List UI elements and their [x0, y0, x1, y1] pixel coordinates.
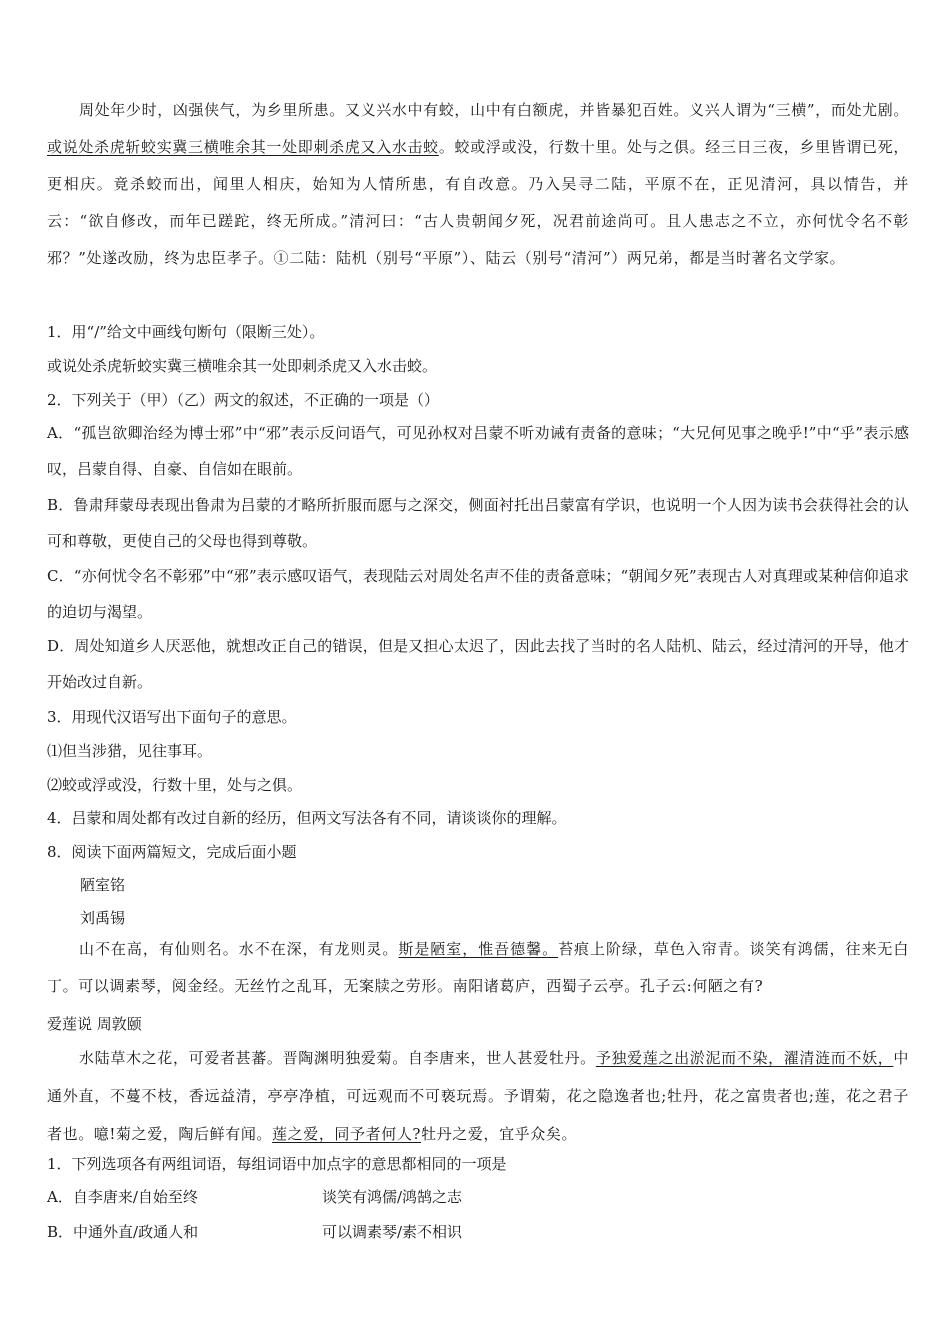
option-2a: A．“孤岂欲卿治经为博士邪”中“邪”表示反问语气，可见孙权对吕蒙不听劝诫有责备的意味；“大兄何见事之晚乎!”中“乎”表示感叹，吕蒙自得、自豪、自信如在眼前。	[47, 424, 909, 478]
passage-loushiming	[47, 931, 909, 1005]
footnote: ①二陆：陆机（别号“平原”）、陆云（别号“清河”）两兄弟，都是当时著名文学家。	[273, 249, 846, 267]
minor-option-a	[47, 1185, 909, 1209]
loushiming-text-1: 山不在高，有仙则名。水不在深，有龙则灵。	[79, 940, 399, 958]
loushiming-underlined: 斯是陋室，惟吾德馨。	[398, 940, 559, 958]
minor-option-b-part2: 可以调素琴/素不相识	[322, 1223, 463, 1241]
option-2c: C．“亦何忧令名不彰邪”中“邪”表示感叹语气，表现陆云对周处名声不佳的责备意味；“朝闻夕死”表现古人对真理或某种信仰追求的迫切与渴望。	[47, 567, 909, 621]
minor-option-a-part1: A．自李唐来/自始至终	[47, 1188, 198, 1206]
minor-option-b-part1: B．中通外直/政通人和	[47, 1223, 199, 1241]
underlined-sentence: 或说处杀虎斩蛟实冀三横唯余其一处即刺杀虎又入水击蛟	[47, 138, 439, 156]
question-1-sentence: 或说处杀虎斩蛟实冀三横唯余其一处即刺杀虎又入水击蛟。	[47, 357, 438, 375]
question-3-1: ⑴但当涉猎，见往事耳。	[47, 742, 213, 760]
question-3: 3．用现代汉语写出下面句子的意思。	[47, 708, 297, 726]
passage-zhouchu	[47, 92, 909, 277]
ailianshuo-text-2: 中通外直，不蔓不枝，香远益清，亭亭净植，可远观而不可亵玩焉。予谓菊，花之隐逸者也;牡丹，花之富贵者也;莲，花之君子者也。噫!菊之爱，陶后鲜有闻。	[47, 1049, 909, 1143]
minor-option-b	[47, 1220, 909, 1244]
ailianshuo-title: 爱莲说 周敦颐	[47, 1015, 142, 1033]
passage-text-2: 。蛟或浮或没，行数十里。处与之俱。经三日三夜，乡里皆谓已死，更相庆。竟杀蛟而出，闻里人相庆，始知为人情所患，有自改意。乃入吴寻二陆，平原不在，正见清河，具以情告，并云：“欲自修改，而年已蹉跎，终无所成。”清河曰：“古人贵朝闻夕死，况君前途尚可。且人患志之不立，亦何忧令名不彰邪？”处遂改励，终为忠臣孝子。	[47, 138, 909, 267]
loushiming-author: 刘禹锡	[80, 909, 126, 927]
question-3-2: ⑵蛟或浮或没，行数十里，处与之俱。	[47, 776, 303, 794]
question-8: 8．阅读下面两篇短文，完成后面小题	[47, 843, 297, 861]
ailianshuo-text-1: 水陆草木之花，可爱者甚蕃。晋陶渊明独爱菊。自李唐来，世人甚爱牡丹。	[79, 1049, 596, 1067]
passage-ailianshuo	[47, 1039, 909, 1153]
option-2d: D．周处知道乡人厌恶他，就想改正自己的错误，但是又担心太迟了，因此去找了当时的名人陆机、陆云，经过清河的开导，他才开始改过自新。	[47, 637, 909, 691]
passage-text-1: 周处年少时，凶强侠气，为乡里所患。又义兴水中有蛟，山中有白额虎，并皆暴犯百姓。义兴人谓为“三横”，而处尤剧。	[79, 101, 909, 119]
ailianshuo-text-3: 牡丹之爱，宜乎众矣。	[421, 1125, 578, 1143]
ailianshuo-underlined-1: 予独爱莲之出淤泥而不染，濯清涟而不妖，	[595, 1049, 894, 1067]
minor-option-a-part2: 谈笑有鸿儒/鸿鹄之志	[322, 1188, 463, 1206]
option-2b: B．鲁肃拜蒙母表现出鲁肃为吕蒙的才略所折服而愿与之深交，侧面衬托出吕蒙富有学识，也说明一个人因为读书会获得社会的认可和尊敬，更使自己的父母也得到尊敬。	[47, 496, 909, 550]
loushiming-title: 陋室铭	[80, 876, 126, 894]
question-1: 1．用“/”给文中画线句断句（限断三处）。	[47, 323, 325, 341]
ailianshuo-underlined-2: 莲之爱，同予者何人?	[272, 1125, 422, 1143]
loushiming-text-2: 苔痕上阶绿，草色入帘青。谈笑有鸿儒，往来无白丁。可以调素琴，阅金经。无丝竹之乱耳，无案牍之劳形。南阳诸葛庐，西蜀子云亭。孔子云:何陋之有?	[47, 940, 909, 995]
question-4: 4．吕蒙和周处都有改过自新的经历，但两文写法各有不同，请谈谈你的理解。	[47, 809, 567, 827]
minor-question-1: 1．下列选项各有两组词语，每组词语中加点字的意思都相同的一项是	[47, 1155, 507, 1173]
question-2: 2．下列关于（甲）（乙）两文的叙述，不正确的一项是（）	[47, 391, 440, 409]
